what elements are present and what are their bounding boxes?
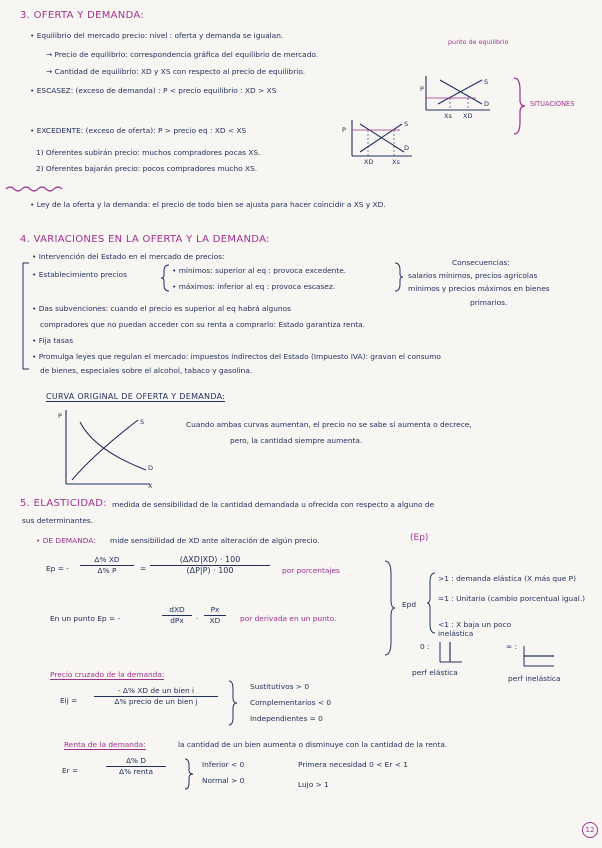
consecuencias-line-3: mínimos y precios máximos en bienes bbox=[408, 284, 550, 293]
promulga-line: • Promulga leyes que regulan el mercado: impuestos indirectos del Estado (Impuesto IVA): gravan el consumo bbox=[32, 352, 441, 361]
eij-numerator: - Δ% XD de un bien i bbox=[94, 686, 218, 697]
ep-equals: = bbox=[140, 564, 147, 573]
eij-sustitutivos: Sustitutivos > 0 bbox=[250, 682, 310, 691]
ep-punto-fraction-2 bbox=[204, 605, 226, 626]
ep-tag: (Ep) bbox=[410, 533, 429, 543]
ep-fraction-2-numerator: (ΔXD|XD) · 100 bbox=[150, 555, 270, 566]
ep-fraction-2 bbox=[150, 555, 270, 576]
ep-punto-fraction-1-numerator: dXD bbox=[162, 605, 192, 616]
epd-case-inelastica: <1 : X baja un poco inelástica bbox=[438, 620, 512, 638]
consecuencias-line-4: primarios. bbox=[470, 298, 508, 307]
graph1-label-p: P bbox=[420, 85, 424, 93]
establecimiento-brace bbox=[160, 264, 170, 292]
eij-brace bbox=[228, 680, 238, 726]
ep-fraction-2-denominator: (ΔP|P) · 100 bbox=[186, 566, 234, 575]
intervencion-line: • Intervención del Estado en el mercado de precios: bbox=[32, 252, 225, 261]
graph2-label-xs: Xs bbox=[392, 158, 400, 166]
de-demanda-label: • DE DEMANDA: bbox=[36, 536, 96, 545]
graph2-label-xd: XD bbox=[364, 158, 374, 166]
graph2-label-s: S bbox=[404, 120, 409, 128]
eij-independientes: Independientes = 0 bbox=[250, 714, 323, 723]
elasticidad-definition: medida de sensibilidad de la cantidad demandada u ofrecida con respecto a alguno de bbox=[112, 500, 435, 509]
graph1-label-d: D bbox=[484, 100, 490, 108]
graph1-label-s: S bbox=[484, 78, 489, 86]
consecuencias-line-2: salarios mínimos, precios agrícolas bbox=[408, 271, 538, 280]
graph3-label-d: D bbox=[148, 464, 154, 472]
er-numerator: Δ% D bbox=[106, 756, 166, 767]
er-primera-necesidad: Primera necesidad 0 < Er < 1 bbox=[298, 760, 408, 769]
note-oferentes-bajan: 2) Oferentes bajarán precio: pocos compradores mucho XS. bbox=[36, 164, 258, 173]
escasez-line: • ESCASEZ: (exceso de demanda) : P < precio equilibrio : XD > XS bbox=[30, 86, 277, 95]
elasticidad-definition-cont: sus determinantes. bbox=[22, 516, 94, 525]
epd-label: Epd bbox=[402, 600, 417, 609]
eij-complementarios: Complementarios < 0 bbox=[250, 698, 332, 707]
ep-punto-fraction-1-denominator: dPx bbox=[170, 616, 184, 625]
eij-lhs: Eij = bbox=[60, 696, 78, 705]
por-derivada: por derivada en un punto. bbox=[240, 614, 337, 623]
graph1-label-xs: Xs bbox=[444, 112, 452, 120]
bleed-through-text: · · · · · · · · · · · bbox=[150, 20, 204, 29]
ep-punto-fraction-2-numerator: Px bbox=[204, 605, 226, 616]
epd-case-unitaria: =1 : Unitaria (cambio porcentual igual.) bbox=[438, 594, 586, 603]
section-4-title: 4. VARIACIONES EN LA OFERTA Y LA DEMANDA: bbox=[20, 234, 270, 245]
compradores-line: compradores que no puedan acceder con su renta a comprarlo: Estado garantiza renta. bbox=[40, 320, 366, 329]
curva-note-1: Cuando ambas curvas aumentan, el precio no se sabe si aumenta o decrece, bbox=[186, 420, 472, 429]
precios-minimos: • mínimos: superior al eq : provoca excedente. bbox=[172, 266, 347, 275]
epd-zero-label: 0 : bbox=[420, 642, 430, 651]
er-denominator: Δ% renta bbox=[119, 767, 153, 776]
equilibrio-line: • Equilibrio del mercado precio: nivel : oferta y demanda se igualan. bbox=[30, 31, 284, 40]
perf-elastica-label: perf elástica bbox=[412, 668, 458, 677]
graph1-label-xd: XD bbox=[463, 112, 473, 120]
note-oferentes-suben: 1) Oferentes subirán precio: muchos compradores pocas XS. bbox=[36, 148, 261, 157]
perf-inelastica-label: perf inelástica bbox=[508, 674, 561, 683]
er-fraction bbox=[106, 756, 166, 777]
epd-brace bbox=[384, 560, 396, 656]
curva-note-2: pero, la cantidad siempre aumenta. bbox=[230, 436, 363, 445]
wavy-separator bbox=[4, 184, 66, 194]
graph3-label-p: P bbox=[58, 412, 62, 420]
precio-equilibrio-line: → Precio de equilibrio: correspondencia gráfica del equilibrio de mercado. bbox=[46, 50, 319, 59]
ep-fraction-1-numerator: Δ% XD bbox=[80, 555, 134, 566]
epd-cases-brace bbox=[426, 572, 436, 634]
situaciones-brace bbox=[512, 76, 526, 136]
eij-fraction bbox=[94, 686, 218, 707]
section-5-title: 5. ELASTICIDAD: bbox=[20, 498, 107, 509]
excedente-line: • EXCEDENTE: (exceso de oferta): P > precio eq : XD < XS bbox=[30, 126, 247, 135]
precios-maximos: • máximos: inferior al eq : provoca escasez. bbox=[172, 282, 336, 291]
ep-punto-dot: · bbox=[196, 614, 199, 623]
situaciones-label: SITUACIONES bbox=[530, 100, 575, 108]
er-lhs: Er = bbox=[62, 766, 79, 775]
renta-demanda-title: Renta de la demanda: bbox=[64, 740, 146, 749]
page-number: 12 bbox=[582, 822, 598, 838]
ep-punto-fraction-2-denominator: XD bbox=[209, 616, 221, 625]
consecuencias-label: Consecuencias: bbox=[452, 258, 510, 267]
de-demanda-definition: mide sensibilidad de XD ante alteración de algún precio. bbox=[110, 536, 320, 545]
ep-punto-lhs: En un punto Ep = - bbox=[50, 614, 121, 623]
fija-tasas-line: • Fija tasas bbox=[32, 336, 74, 345]
section-3-title: 3. OFERTA Y DEMANDA: bbox=[20, 10, 145, 21]
cantidad-equilibrio-line: → Cantidad de equilibrio: XD y XS con respecto al precio de equilibrio. bbox=[46, 67, 306, 76]
er-inferior: Inferior < 0 bbox=[202, 760, 245, 769]
ep-punto-fraction-1 bbox=[162, 605, 192, 626]
ep-fraction-1 bbox=[80, 555, 134, 576]
ep-fraction-1-denominator: Δ% P bbox=[97, 566, 117, 575]
er-normal: Normal > 0 bbox=[202, 776, 245, 785]
perf-elastica-graph bbox=[436, 640, 464, 666]
graph2-label-d: D bbox=[404, 144, 410, 152]
curva-original-title: CURVA ORIGINAL DE OFERTA Y DEMANDA: bbox=[46, 392, 226, 401]
perf-inelastica-graph bbox=[520, 644, 556, 670]
renta-demanda-definition: la cantidad de un bien aumenta o disminuye con la cantidad de la renta. bbox=[178, 740, 448, 749]
graph3-label-s: S bbox=[140, 418, 145, 426]
epd-infinity-label: ∞ : bbox=[506, 642, 517, 651]
impuestos-especiales-line: de bienes, especiales sobre el alcohol, tabaco y gasolina. bbox=[40, 366, 253, 375]
ley-oferta-demanda: • Ley de la oferta y la demanda: el precio de todo bien se ajusta para hacer coincidir a XS y XD. bbox=[30, 200, 386, 209]
er-lujo: Lujo > 1 bbox=[298, 780, 329, 789]
graph2-label-p: P bbox=[342, 126, 346, 134]
consecuencias-brace bbox=[394, 262, 404, 292]
ep-lhs: Ep = - bbox=[46, 564, 69, 573]
precio-cruzado-title: Precio cruzado de la demanda: bbox=[50, 670, 165, 679]
graph3-label-x: X bbox=[148, 482, 153, 490]
section-4-left-bracket bbox=[20, 262, 30, 370]
establecimiento-precios: • Establecimiento precios bbox=[32, 270, 127, 279]
er-brace bbox=[184, 758, 194, 790]
epd-case-elastica: >1 : demanda elástica (X más que P) bbox=[438, 574, 577, 583]
punto-equilibrio-tag: punto de equilibrio bbox=[448, 38, 509, 46]
eij-denominator: Δ% precio de un bien j bbox=[114, 697, 198, 706]
subvenciones-line: • Das subvenciones: cuando el precio es superior al eq habrá algunos bbox=[32, 304, 291, 313]
por-porcentajes: por porcentajes bbox=[282, 566, 340, 575]
